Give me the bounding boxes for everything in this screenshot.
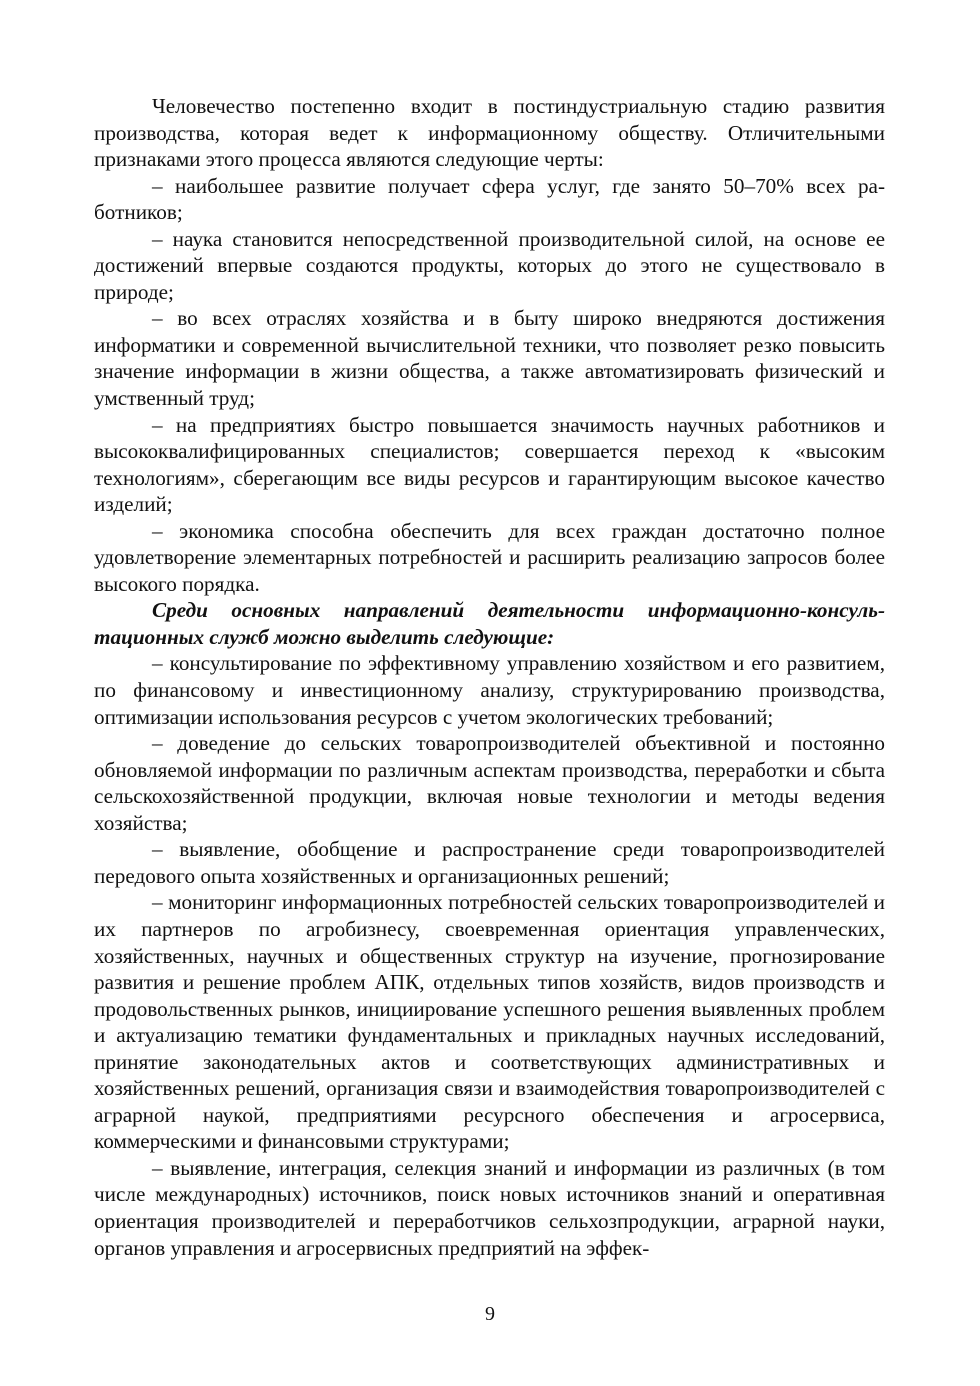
feature-item: – наука становится непосредственной производительной силой, на основе ее достижений впервые создаются продукты, которых до этого не существовало в природе; <box>94 226 885 304</box>
direction-item: – консультирование по эффективному управлению хозяйством и его развитием, по финансовому и инвестиционному анализу, структурированию производства, оптимизации использования ресурсов с учетом экологических требований; <box>94 651 885 729</box>
direction-item: – мониторинг информационных потребностей сельских товаропроизводителей и их партнеров по агробизнесу, своевременная ориентация управленческих, хозяйственных, научных и общественных структур на изучение, прогнозирование развития и решение проблем АПК, отдельных типов хозяйств, видов производств и продовольственных рынков, инициирование успешного решения выявленных проблем и актуализацию тематики фундаментальных и прикладных научных исследований, принятие законодательных актов и соответствующих административных и хозяйственных решений, организация связи и взаимодействия товаропроизводителей с аграрной наукой, предприятиями ресурсного обеспечения и агросервиса, коммерческими и финансовыми структурами; <box>94 890 885 1154</box>
direction-item: – доведение до сельских товаропроизводителей объективной и постоянно обновляемой информации по различным аспектам производства, переработки и сбыта сельскохозяйственной продукции, включая новые технологии и методы ведения хозяйства; <box>94 731 885 835</box>
feature-item: – наибольшее развитие получает сфера услуг, где занято 50–70% всех работников; <box>94 173 885 225</box>
feature-item: – во всех отраслях хозяйства и в быту широко внедряются достижения информатики и современной вычислительной техники, что позволяет резко повысить значение информации в жизни общества, а также автоматизировать физический и умственный труд; <box>94 306 885 411</box>
feature-item: – экономика способна обеспечить для всех граждан достаточно полное удовлетворение элементарных потребностей и расширить реализацию запросов более высокого порядка. <box>94 518 885 596</box>
direction-item: – выявление, обобщение и распространение среди товаропроизводителей передового опыта хозяйственных и организационных решений; <box>94 837 885 888</box>
page-number: 9 <box>485 1303 495 1325</box>
feature-item: – на предприятиях быстро повышается значимость научных работников и высококвалифицированных специалистов; совершается переход к «высоким технологиям», сберегающим все виды ресурсов и гарантирующим высокое качество изделий; <box>94 412 885 517</box>
section-heading: Среди основных направлений деятельности информационно-консультационных служб можно выделить следующие: <box>94 598 885 649</box>
direction-item: – выявление, интеграция, селекция знаний и информации из различных (в том числе международных) источников, поиск новых источников знаний и оперативная ориентация производителей и переработчиков сельхозпродукции, аграрной науки, органов управления и агросервисных предприятий на эффек- <box>94 1155 885 1260</box>
main-text <box>94 93 885 1261</box>
intro-paragraph: Человечество постепенно входит в постиндустриальную стадию развития производства, которая ведет к информационному обществу. Отличительными признаками этого процесса являются следующие черты: <box>94 94 885 172</box>
